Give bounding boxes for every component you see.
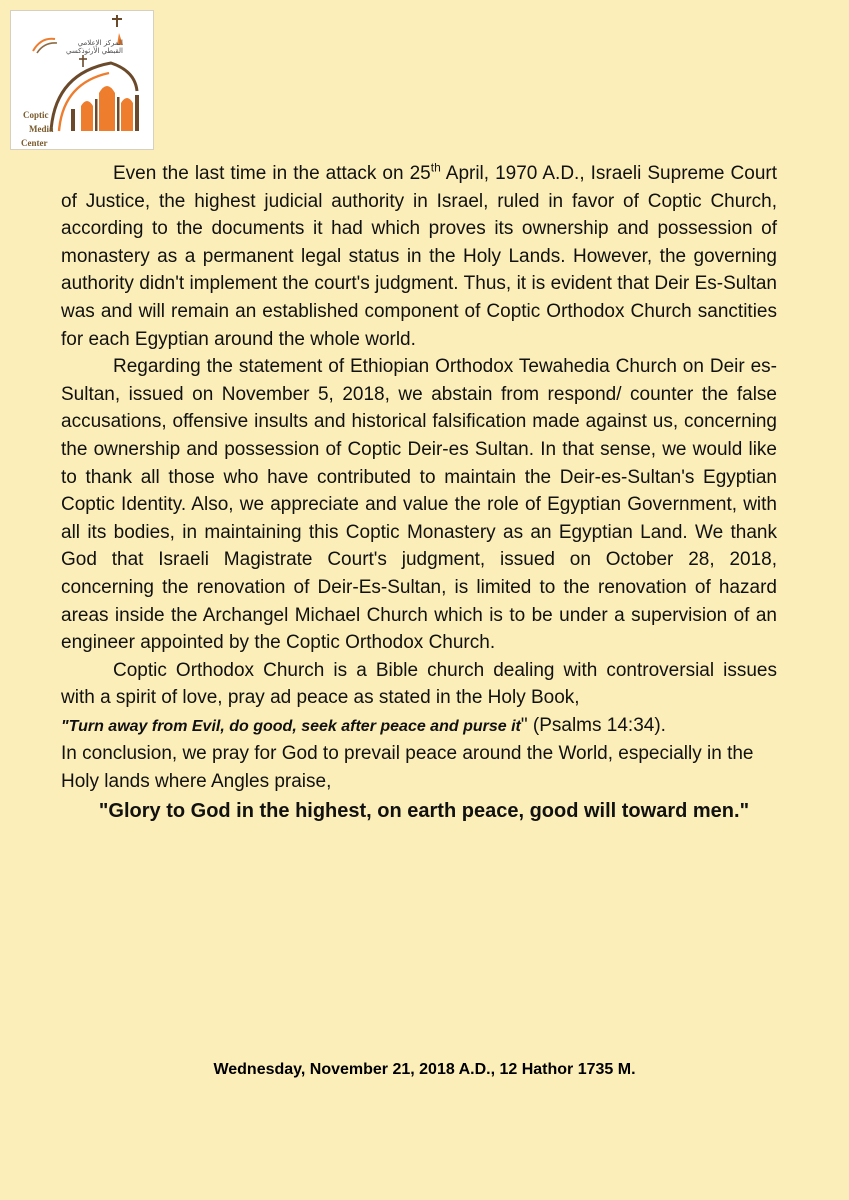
glory-verse: "Glory to God in the highest, on earth peace, good will toward men." (98, 799, 750, 822)
logo-label-media: Media (29, 124, 54, 134)
paragraph-ethiopian-statement: Regarding the statement of Ethiopian Orthodox Tewahedia Church on Deir es-Sultan, issued on November 5, 2018, we abstain from respond/ counter the false accusations, offensive insults and historical falsification made against us, concerning the ownership and possession of Coptic Deir-es Sultan. In that sense, we would like to thank all those who have contributed to maintain the Deir-es-Sultan's Egyptian Coptic Identity. Also, we appreciate and value the role of Egyptian Government, with all its bodies, in maintaining this Coptic Monastery as an Egyptian Land. We thank God that Israeli Magistrate Court's judgment, issued on October 28, 2018, concerning the renovation of Deir-Es-Sultan, is limited to the renovation of hazard areas inside the Archangel Michael Church which is to be under a supervision of an engineer appointed by the Coptic Orthodox Church. (61, 356, 777, 654)
logo-arabic-line-2: القبطي الأرثوذكسي (66, 47, 123, 55)
logo-arabic-text (51, 39, 123, 55)
paragraph-bible-church: Coptic Orthodox Church is a Bible church dealing with controversial issues with a spirit of love, pray ad peace as stated in the Holy Book, (61, 659, 777, 709)
coptic-media-center-logo (10, 10, 154, 150)
paragraph-1-rest: April, 1970 A.D., Israeli Supreme Court of Justice, the highest judicial authority in Israel, ruled in favor of Coptic Church, according to the documents it had which proves its ownership and possession of monastery as a permanent legal status in the Holy Lands. However, the governing authority didn't implement the court's judgment. Thus, it is evident that Deir Es-Sultan was and will remain an established component of Coptic Orthodox Church sanctities for each Egyptian around the whole world. (61, 163, 777, 350)
letter-body (61, 160, 777, 825)
psalm-quote-line (61, 712, 777, 741)
logo-arabic-line-1: المركز الإعلامي (77, 39, 123, 47)
paragraph-conclusion: In conclusion, we pray for God to prevail peace around the World, especially in the Holy lands where Angles praise, (61, 743, 754, 793)
document-date: Wednesday, November 21, 2018 A.D., 12 Hathor 1735 M. (213, 1061, 636, 1078)
logo-label-center: Center (21, 138, 48, 148)
ordinal-superscript: th (430, 160, 441, 175)
paragraph-1-start: Even the last time in the attack on 25 (113, 163, 431, 184)
paragraph-court-ruling (61, 160, 777, 353)
psalm-reference: " (Psalms 14:34). (520, 714, 666, 736)
logo-label-coptic: Coptic (23, 110, 49, 120)
psalm-quote: "Turn away from Evil, do good, seek after peace and purse it (61, 717, 521, 735)
